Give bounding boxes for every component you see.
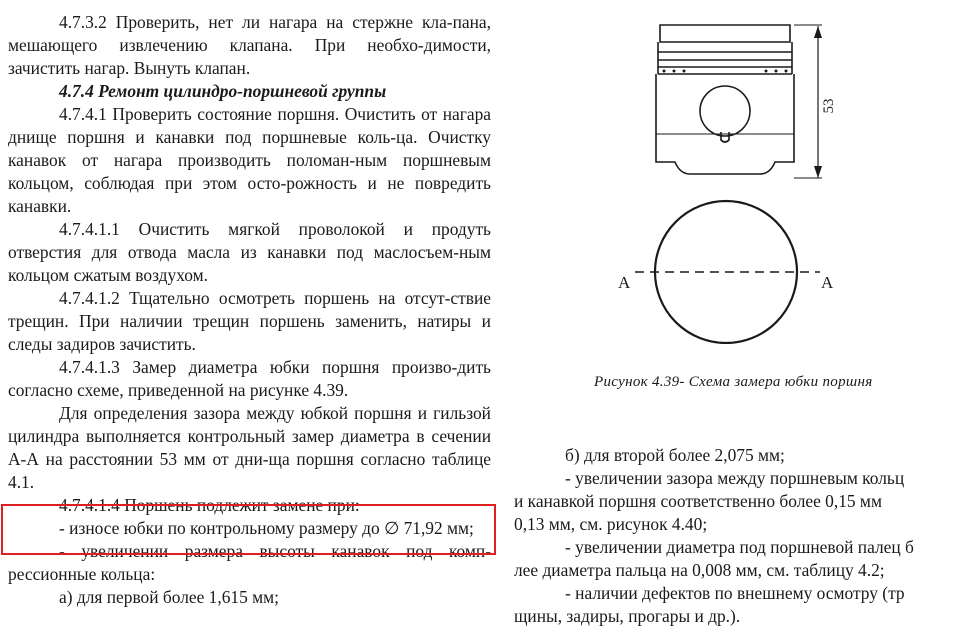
line-ring-clearance-cont: и канавкой поршня соответственно более 0,15 мм xyxy=(514,491,882,511)
highlighted-wear-criterion: - износе юбки по контрольному размеру до ∅ 71,92 мм; xyxy=(59,518,474,538)
piston-crown xyxy=(660,25,790,42)
section-label-right: А xyxy=(821,273,834,292)
piston-diagram xyxy=(590,14,930,344)
left-text-column xyxy=(8,11,491,609)
piston-skirt xyxy=(656,74,794,174)
dimension-label: 53 xyxy=(821,98,837,114)
line-ring-clearance: - увеличении зазора между поршневым кольц xyxy=(565,468,905,488)
paragraph-first-groove: а) для первой более 1,615 мм; xyxy=(59,587,279,607)
paragraph-4-7-4-1: 4.7.4.1 Проверить состояние поршня. Очистить от нагара днище поршня и канавки под поршневые коль-ца. Очистку канавок от нагара производить поломан-ным поршневым кольцом, соблюдая при этом осто-рожность и не повредить канавки. xyxy=(8,104,491,216)
pin-boss xyxy=(700,86,750,136)
paragraph-groove-height: - увеличении размера высоты канавок под комп-рессионные кольца: xyxy=(8,541,491,584)
line-ring-clearance-ref: 0,13 мм, см. рисунок 4.40; xyxy=(514,514,708,534)
section-label-left: А xyxy=(618,273,631,292)
line-visual-defects: - наличии дефектов по внешнему осмотру (тр xyxy=(565,583,905,603)
figure-caption: Рисунок 4.39- Схема замера юбки поршня xyxy=(594,374,873,390)
line-pin-bore: - увеличении диаметра под поршневой палец б xyxy=(565,537,914,557)
paragraph-4-7-4-1-2: 4.7.4.1.2 Тщательно осмотреть поршень на отсут-ствие трещин. При наличии трещин поршень заменить, натиры и следы задиров зачистить. xyxy=(8,288,491,354)
paragraph-4-7-4-1-1: 4.7.4.1.1 Очистить мягкой проволокой и продуть отверстия для отвода масла из канавки под маслосъем-ным кольцом сжатым воздухом. xyxy=(8,219,491,285)
arrow-bottom-icon xyxy=(814,166,822,178)
line-pin-bore-cont: лее диаметра пальца на 0,008 мм, см. таблицу 4.2; xyxy=(514,560,885,580)
line-second-groove: б) для второй более 2,075 мм; xyxy=(565,445,785,465)
paragraph-4-7-4-1-3: 4.7.4.1.3 Замер диаметра юбки поршня произво-дить согласно схеме, приведенной на рисунке 4.39. xyxy=(8,357,491,400)
paragraph-4-7-4-1-4: 4.7.4.1.4 Поршень подлежит замене при: xyxy=(59,495,360,515)
line-visual-defects-cont: щины, задиры, прогары и др.). xyxy=(514,606,741,626)
right-text-column xyxy=(514,444,980,628)
ring-band xyxy=(658,42,792,74)
section-heading: 4.7.4 Ремонт цилиндро-поршневой группы xyxy=(59,81,387,101)
paragraph-4-7-3-2: 4.7.3.2 Проверить, нет ли нагара на стержне кла-пана, мешающего извлечению клапана. При необхо-димости, зачистить нагар. Вынуть клапан. xyxy=(8,12,491,78)
paragraph-clearance-measure: Для определения зазора между юбкой поршня и гильзой цилиндра выполняется контрольный замер диаметра в сечении А-А на расстоянии 53 мм от дни-ща поршня согласно таблице 4.1. xyxy=(8,403,491,492)
arrow-top-icon xyxy=(814,26,822,38)
